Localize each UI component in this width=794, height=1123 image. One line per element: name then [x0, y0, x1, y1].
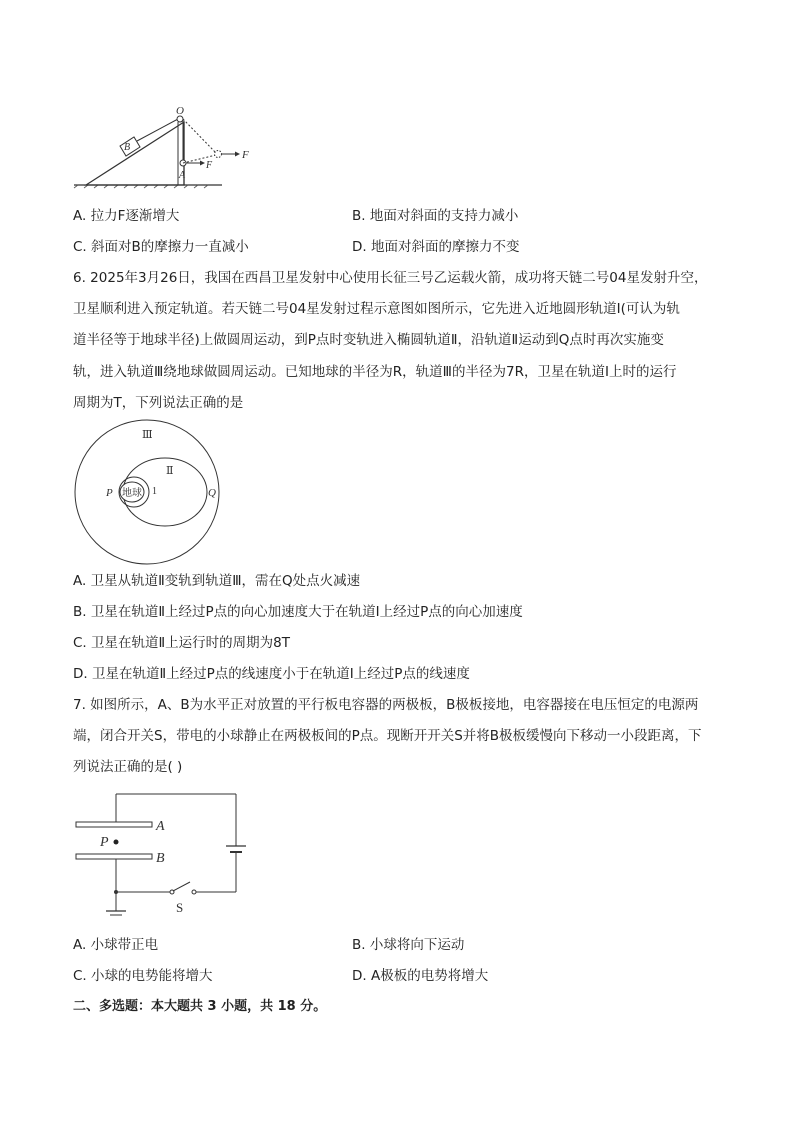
q7-label-B: B: [156, 851, 165, 866]
q6-option-b: B. 卫星在轨道Ⅱ上经过P点的向心加速度大于在轨道Ⅰ上经过P点的向心加速度: [73, 604, 523, 620]
q6-stem-line-2: 卫星顺利进入预定轨道。若天链二号04星发射过程示意图如图所示，它先进入近地圆形轨道Ⅰ(可认为轨: [73, 301, 680, 317]
q7-circuit-figure: [72, 790, 252, 920]
q6-stem-line-3: 道半径等于地球半径)上做圆周运动，到P点时变轨进入椭圆轨道Ⅱ，沿轨道Ⅱ运动到Q点时再次实施变: [73, 332, 664, 348]
q7-stem-line-3: 列说法正确的是( ): [73, 759, 183, 775]
q7-label-P: P: [100, 835, 109, 850]
q6-label-Q: Q: [208, 487, 216, 499]
q6-option-c: C. 卫星在轨道Ⅱ上运行时的周期为8T: [73, 635, 290, 651]
q6-label-orbit3: Ⅲ: [142, 429, 153, 441]
q5-label-A: A: [179, 170, 186, 181]
q6-stem-line-4: 轨，进入轨道Ⅲ绕地球做圆周运动。已知地球的半径为R，轨道Ⅲ的半径为7R，卫星在轨道Ⅰ上时的运行: [73, 364, 677, 380]
q6-label-orbit1: 1: [152, 486, 157, 497]
section-2-heading: 二、多选题：本大题共 3 小题，共 18 分。: [73, 999, 327, 1014]
q7-option-d: D. A极板的电势将增大: [352, 968, 489, 984]
q7-label-S: S: [176, 900, 184, 915]
q6-label-earth: 地球: [122, 488, 142, 499]
q7-stem-line-2: 端，闭合开关S，带电的小球静止在两极板间的P点。现断开开关S并将B极板缓慢向下移动一小段距离，下: [73, 728, 702, 744]
q7-option-c: C. 小球的电势能将增大: [73, 968, 213, 984]
q5-label-F2: F: [242, 149, 249, 161]
q6-stem-line-5: 周期为T，下列说法正确的是: [73, 395, 244, 411]
q7-option-b: B. 小球将向下运动: [352, 937, 465, 953]
q6-orbit-figure: [70, 424, 230, 559]
q7-option-a: A. 小球带正电: [73, 937, 159, 953]
q5-label-O: O: [176, 105, 184, 117]
q7-stem-line-1: 7. 如图所示，A、B为水平正对放置的平行板电容器的两极板，B极板接地，电容器接在电压恒定的电源两: [73, 697, 699, 713]
q6-label-orbit2: Ⅱ: [166, 465, 174, 477]
q6-option-d: D. 卫星在轨道Ⅱ上经过P点的线速度小于在轨道Ⅰ上经过P点的线速度: [73, 666, 470, 682]
q7-label-A: A: [156, 819, 165, 834]
q5-option-a: A. 拉力F逐渐增大: [73, 208, 180, 224]
q5-label-B: B: [124, 142, 131, 153]
q5-figure: [72, 105, 262, 188]
q6-stem-line-1: 6. 2025年3月26日，我国在西昌卫星发射中心使用长征三号乙运载火箭，成功将天链二号04星发射升空，: [73, 270, 708, 286]
q5-option-b: B. 地面对斜面的支持力减小: [352, 208, 519, 224]
q5-label-F1: F: [206, 160, 213, 171]
q6-option-a: A. 卫星从轨道Ⅱ变轨到轨道Ⅲ，需在Q处点火减速: [73, 573, 361, 589]
q6-label-P: P: [106, 487, 113, 499]
q5-option-d: D. 地面对斜面的摩擦力不变: [352, 239, 520, 255]
q5-option-c: C. 斜面对B的摩擦力一直减小: [73, 239, 249, 255]
